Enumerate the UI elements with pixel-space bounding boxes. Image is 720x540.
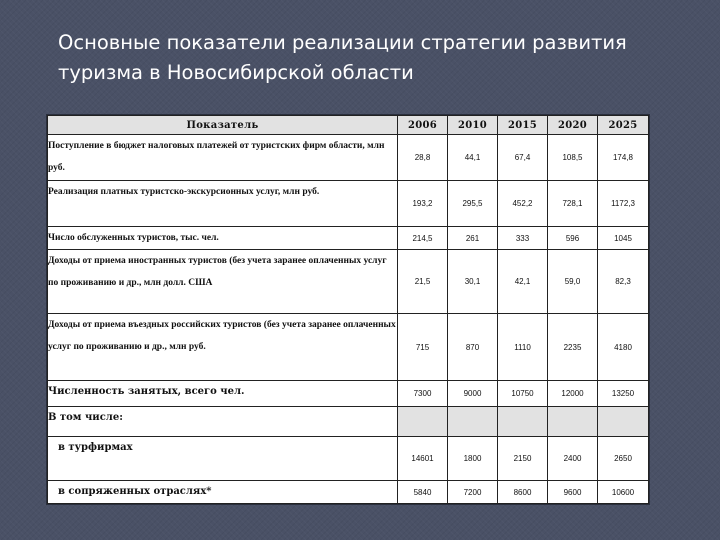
row-label: Реализация платных туристско-экскурсионных услуг, млн руб.: [48, 181, 398, 227]
cell-value: 2400: [548, 437, 598, 481]
cell-value: 5840: [398, 481, 448, 504]
cell-value: 728,1: [548, 181, 598, 227]
cell-value: [548, 407, 598, 437]
cell-value: 82,3: [598, 250, 649, 314]
row-label: в сопряженных отраслях*: [48, 481, 398, 504]
row-label: В том числе:: [48, 407, 398, 437]
cell-value: [598, 407, 649, 437]
cell-value: 7200: [448, 481, 498, 504]
cell-value: 1110: [498, 314, 548, 381]
table-row: [48, 227, 649, 250]
cell-value: 30,1: [448, 250, 498, 314]
cell-value: 21,5: [398, 250, 448, 314]
row-label: Число обслуженных туристов, тыс. чел.: [48, 227, 398, 250]
slide-title: Основные показатели реализации стратегии развития туризма в Новосибирской области: [58, 31, 627, 84]
cell-value: 1800: [448, 437, 498, 481]
cell-value: [498, 407, 548, 437]
header-indicator: Показатель: [48, 116, 398, 135]
cell-value: 8600: [498, 481, 548, 504]
table-row: [48, 437, 649, 481]
cell-value: 12000: [548, 381, 598, 407]
cell-value: 10750: [498, 381, 548, 407]
cell-value: 9000: [448, 381, 498, 407]
cell-value: 174,8: [598, 135, 649, 181]
cell-value: [398, 407, 448, 437]
cell-value: 1045: [598, 227, 649, 250]
cell-value: 108,5: [548, 135, 598, 181]
cell-value: 2650: [598, 437, 649, 481]
cell-value: 28,8: [398, 135, 448, 181]
header-year: 2015: [498, 116, 548, 135]
cell-value: 7300: [398, 381, 448, 407]
cell-value: 10600: [598, 481, 649, 504]
cell-value: 67,4: [498, 135, 548, 181]
cell-value: 9600: [548, 481, 598, 504]
cell-value: 2235: [548, 314, 598, 381]
table-row: [48, 407, 649, 437]
cell-value: 295,5: [448, 181, 498, 227]
cell-value: 193,2: [398, 181, 448, 227]
header-year: 2010: [448, 116, 498, 135]
table-header-row: [48, 116, 649, 135]
table-row: [48, 481, 649, 504]
cell-value: 452,2: [498, 181, 548, 227]
row-label: в турфирмах: [48, 437, 398, 481]
cell-value: 2150: [498, 437, 548, 481]
header-year: 2020: [548, 116, 598, 135]
cell-value: 42,1: [498, 250, 548, 314]
table-row: [48, 135, 649, 181]
cell-value: 333: [498, 227, 548, 250]
table-row: [48, 381, 649, 407]
cell-value: [448, 407, 498, 437]
table-row: [48, 181, 649, 227]
row-label: Численность занятых, всего чел.: [48, 381, 398, 407]
cell-value: 14601: [398, 437, 448, 481]
cell-value: 261: [448, 227, 498, 250]
table-row: [48, 314, 649, 381]
cell-value: 214,5: [398, 227, 448, 250]
cell-value: 715: [398, 314, 448, 381]
cell-value: 4180: [598, 314, 649, 381]
cell-value: 1172,3: [598, 181, 649, 227]
cell-value: 59,0: [548, 250, 598, 314]
table-row: [48, 250, 649, 314]
cell-value: 596: [548, 227, 598, 250]
indicators-table: [47, 115, 649, 504]
row-label: Доходы от приема иностранных туристов (без учета заранее оплаченных услуг по проживанию и др., млн долл. США: [48, 250, 398, 314]
header-year: 2006: [398, 116, 448, 135]
cell-value: 870: [448, 314, 498, 381]
row-label: Поступление в бюджет налоговых платежей от туристских фирм области, млн руб.: [48, 135, 398, 181]
cell-value: 44,1: [448, 135, 498, 181]
cell-value: 13250: [598, 381, 649, 407]
row-label: Доходы от приема въездных российских туристов (без учета заранее оплаченных услуг по проживанию и др., млн руб.: [48, 314, 398, 381]
header-year: 2025: [598, 116, 649, 135]
